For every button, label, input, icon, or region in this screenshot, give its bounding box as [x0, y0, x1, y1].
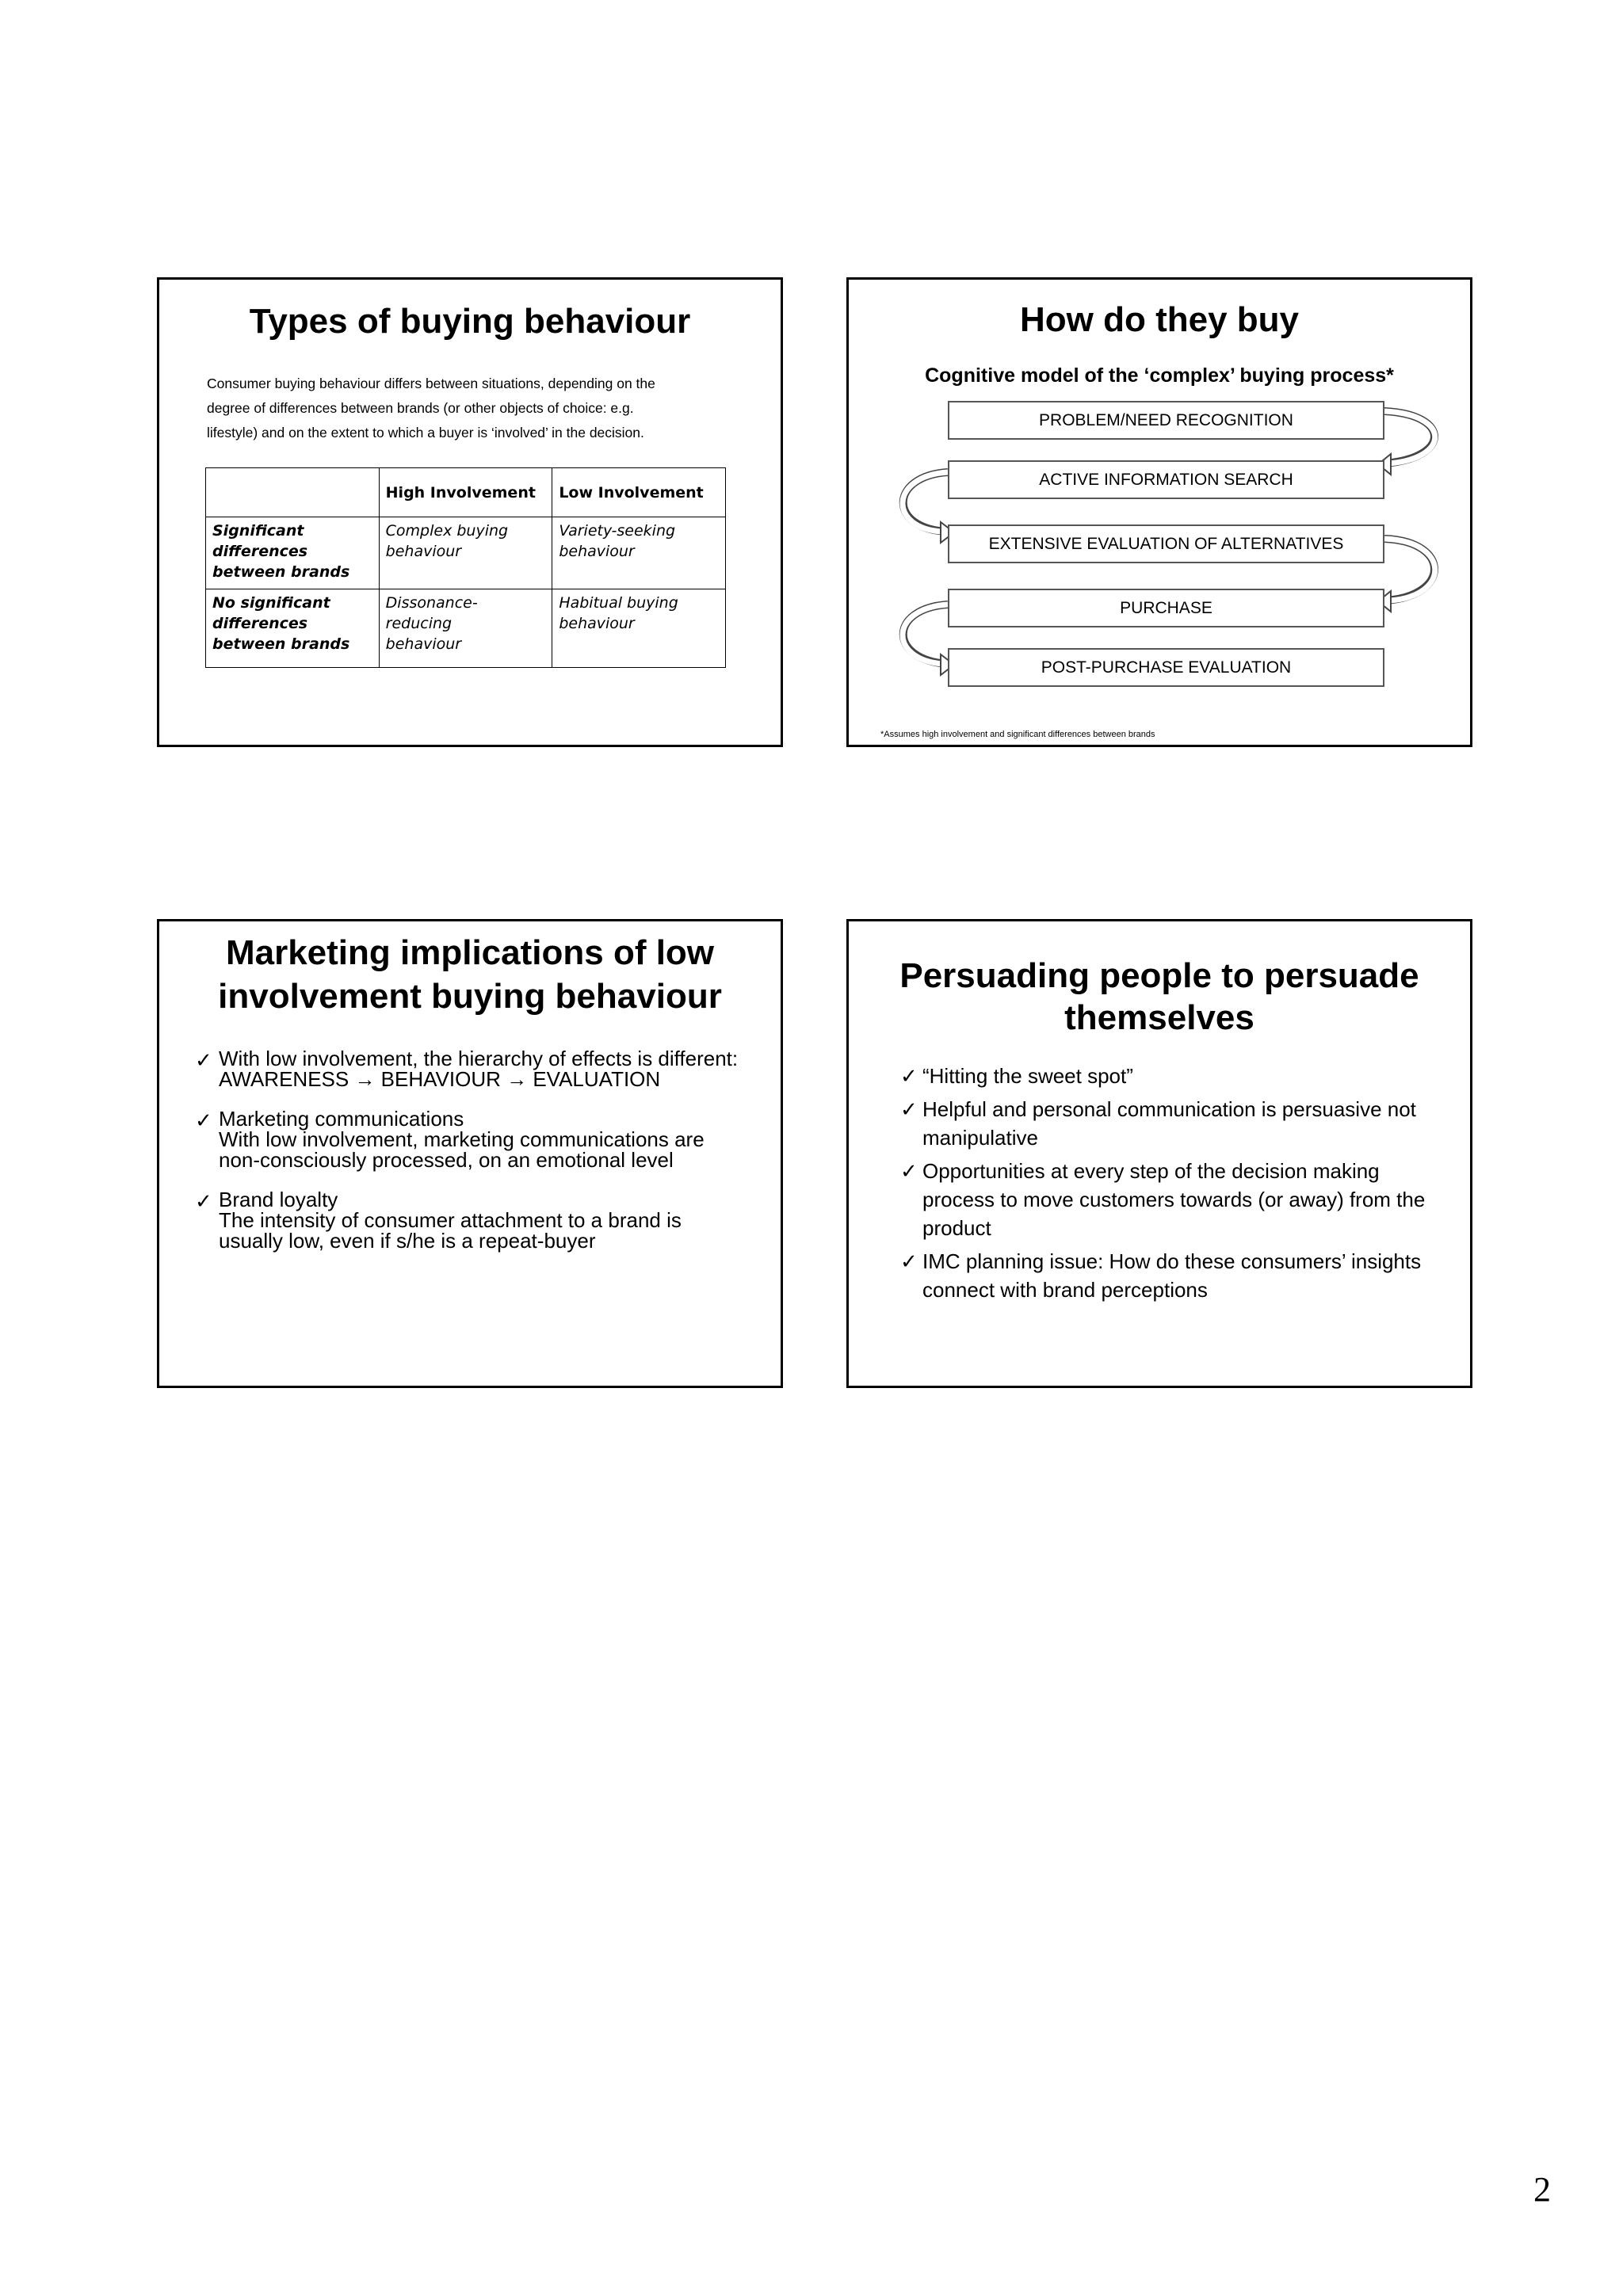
- slide-title: [159, 931, 781, 1018]
- slide-persuading-people: [846, 919, 1472, 1388]
- bullet-line: Marketing communications: [219, 1107, 464, 1131]
- bullet-list: [195, 1048, 773, 1270]
- list-item: [900, 1095, 1455, 1152]
- table-row: [206, 517, 726, 589]
- table-corner-cell: [206, 468, 380, 517]
- curved-arrow-icon: [1384, 411, 1434, 463]
- bullet-line: usually low, even if s/he is a repeat-buyer: [219, 1229, 596, 1253]
- cell-line: reducing: [385, 615, 453, 632]
- slide-title: Types of buying behaviour: [249, 302, 691, 341]
- list-item: [195, 1048, 773, 1089]
- list-item: [900, 1157, 1455, 1242]
- cell-variety-seeking: [552, 517, 726, 589]
- cell-line: Complex buying: [385, 522, 509, 540]
- bullet-line: manipulative: [922, 1126, 1038, 1150]
- step-post-purchase-evaluation: POST-PURCHASE EVALUATION: [948, 648, 1384, 687]
- title-line: themselves: [1064, 998, 1254, 1037]
- slide-types-of-buying-behaviour: [157, 277, 783, 747]
- checkmark-icon: ✓: [900, 1064, 918, 1088]
- intro-line: Consumer buying behaviour differs between situations, depending on the: [207, 376, 655, 391]
- header-high-involvement: High Involvement: [379, 468, 552, 517]
- bullet-line: IMC planning issue: How do these consumers’ insights: [922, 1249, 1422, 1273]
- checkmark-icon: ✓: [900, 1249, 918, 1273]
- cell-complex-buying: [379, 517, 552, 589]
- step-purchase: PURCHASE: [948, 589, 1384, 627]
- bullet-line: AWARENESS → BEHAVIOUR → EVALUATION: [219, 1067, 661, 1091]
- bullet-line: Brand loyalty: [219, 1188, 338, 1211]
- bullet-line: With low involvement, the hierarchy of effects is different:: [219, 1047, 739, 1070]
- row-label-significant: [206, 517, 380, 589]
- bullet-line: non-consciously processed, on an emotional level: [219, 1148, 674, 1172]
- cell-habitual-buying: [552, 589, 726, 668]
- table-header-row: [206, 468, 726, 517]
- curved-arrow-icon: [1384, 539, 1434, 601]
- row-label-line: differences: [212, 615, 308, 632]
- bullet-line: Helpful and personal communication is persuasive not: [922, 1097, 1416, 1121]
- cell-line: behaviour: [385, 543, 462, 560]
- title-line: Persuading people to persuade: [899, 956, 1419, 995]
- bullet-line: connect with brand perceptions: [922, 1278, 1208, 1302]
- row-label-line: Significant: [212, 522, 304, 540]
- checkmark-icon: ✓: [195, 1108, 212, 1132]
- step-information-search: ACTIVE INFORMATION SEARCH: [948, 460, 1384, 499]
- cell-dissonance-reducing: [379, 589, 552, 668]
- checkmark-icon: ✓: [900, 1159, 918, 1183]
- bullet-line: Opportunities at every step of the decision making: [922, 1159, 1380, 1183]
- cell-line: Habitual buying: [559, 594, 678, 612]
- buying-behaviour-table: [205, 467, 726, 668]
- step-evaluation-of-alternatives: EXTENSIVE EVALUATION OF ALTERNATIVES: [948, 524, 1384, 563]
- row-label-line: differences: [212, 543, 308, 560]
- checkmark-icon: ✓: [195, 1189, 212, 1213]
- bullet-line: process to move customers towards (or away) from the: [922, 1188, 1426, 1211]
- bullet-list: [900, 1062, 1455, 1309]
- row-label-line: between brands: [212, 563, 350, 581]
- intro-line: degree of differences between brands (or other objects of choice: e.g.: [207, 400, 634, 416]
- bullet-line: “Hitting the sweet spot”: [922, 1064, 1133, 1088]
- title-line: involvement buying behaviour: [218, 977, 722, 1016]
- cell-line: behaviour: [559, 615, 635, 632]
- checkmark-icon: ✓: [195, 1048, 212, 1072]
- list-item: [195, 1108, 773, 1170]
- slide-how-do-they-buy: [846, 277, 1472, 747]
- slide-marketing-implications: [157, 919, 783, 1388]
- header-low-involvement: Low Involvement: [552, 468, 726, 517]
- bullet-line: product: [922, 1216, 991, 1240]
- cell-line: Dissonance-: [385, 594, 478, 612]
- step-problem-recognition: PROBLEM/NEED RECOGNITION: [948, 401, 1384, 440]
- row-label-line: between brands: [212, 635, 350, 653]
- intro-paragraph: [207, 372, 722, 445]
- page-number: 2: [1533, 2170, 1551, 2209]
- checkmark-icon: ✓: [900, 1097, 918, 1121]
- cell-line: behaviour: [385, 635, 462, 653]
- slide-subtitle: Cognitive model of the ‘complex’ buying process*: [925, 364, 1394, 387]
- table-row: [206, 589, 726, 668]
- row-label-line: No significant: [212, 594, 330, 612]
- title-line: Marketing implications of low: [225, 933, 715, 972]
- list-item: [900, 1247, 1455, 1304]
- list-item: [900, 1062, 1455, 1090]
- list-item: [195, 1189, 773, 1251]
- bullet-line: With low involvement, marketing communications are: [219, 1127, 705, 1151]
- intro-line: lifestyle) and on the extent to which a buyer is ‘involved’ in the decision.: [207, 425, 644, 441]
- cell-line: behaviour: [559, 543, 635, 560]
- slide-title: How do they buy: [1020, 300, 1299, 339]
- row-label-no-significant: [206, 589, 380, 668]
- slide-title: [849, 955, 1470, 1039]
- footnote: *Assumes high involvement and significant differences between brands: [880, 730, 1155, 739]
- bullet-line: The intensity of consumer attachment to a brand is: [219, 1208, 682, 1232]
- cell-line: Variety-seeking: [559, 522, 676, 540]
